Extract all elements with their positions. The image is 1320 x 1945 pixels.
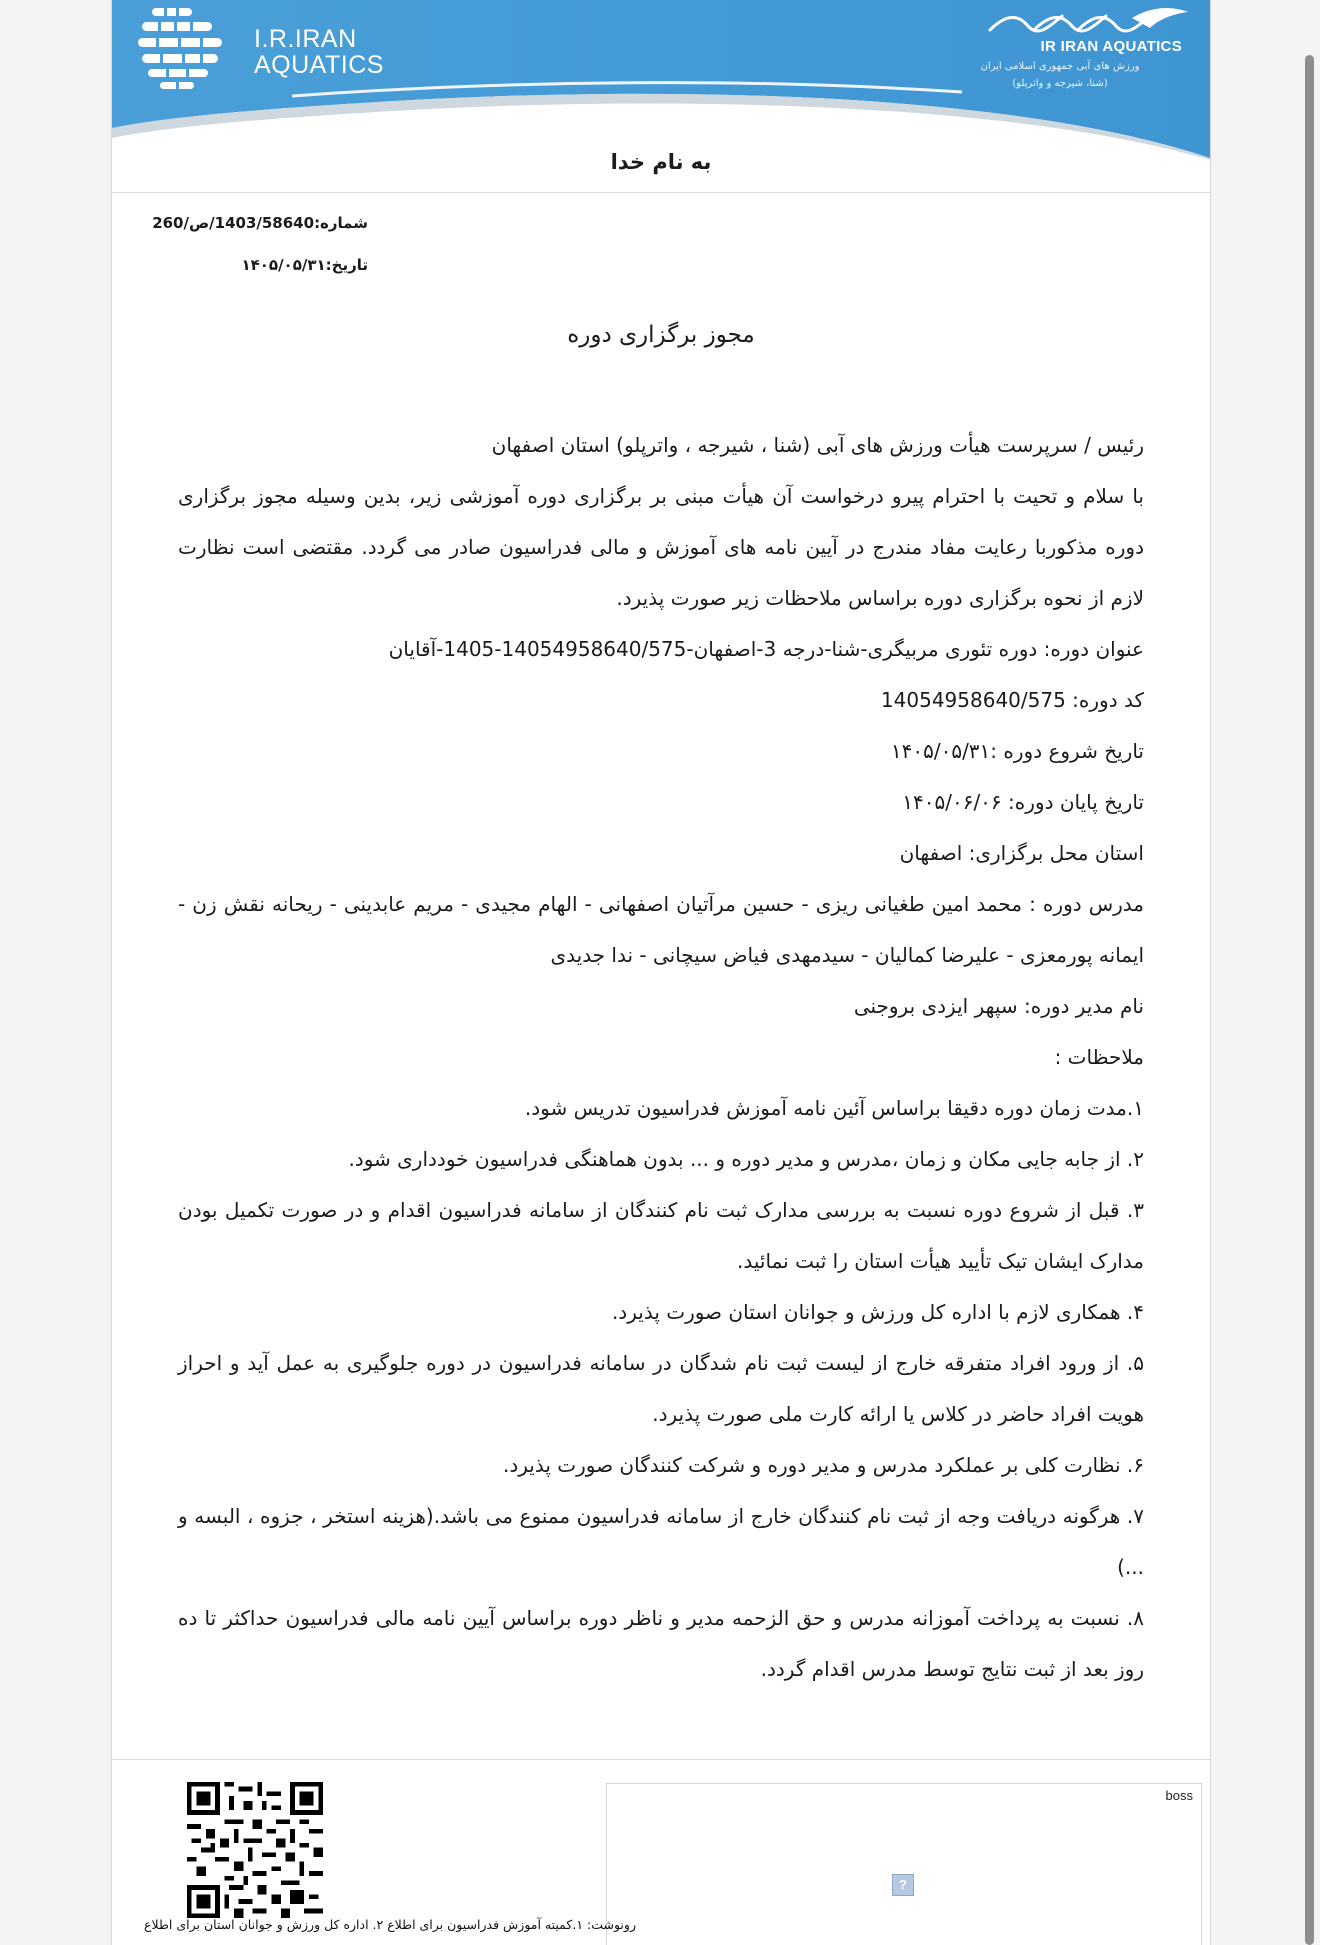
- wave-logo-icon: [982, 4, 1192, 40]
- letter-page: [111, 0, 1211, 1945]
- header-divider: [112, 192, 1210, 193]
- note-item: ۵. از ورود افراد متفرقه خارج از لیست ثبت نام شدگان در سامانه فدراسیون در دوره جلوگیری به عمل آید و احراز هویت افراد حاضر در کلاس یا ارائه کارت ملی صورت پذیرد.: [178, 1351, 1144, 1426]
- logo-right-sub2: (شنا، شیرجه و واترپلو): [1012, 78, 1108, 89]
- note-item: ۲. از جابه جایی مکان و زمان ،مدرس و مدیر دوره و ... بدون هماهنگی فدراسیون خودداری شود.: [348, 1147, 1144, 1171]
- logo-right-sub1: ورزش های آبی جمهوری اسلامی ایران: [980, 61, 1140, 72]
- letter-body: [178, 420, 1144, 1695]
- intro-paragraph: با سلام و تحیت با احترام پیرو درخواست آن هیأت مبنی بر برگزاری دوره آموزشی زیر، بدین وسیله مجوز برگزاری دوره مذکوربا رعایت مفاد مندرج در آیین نامه های آموزش و مالی فدراسیون صادر می گردد. مقتضی است نظارت لازم از نحوه برگزاری دوره براساس ملاحظات زیر صورت پذیرد.: [178, 484, 1144, 610]
- aquatics-logo-icon: [138, 6, 238, 90]
- letter-number: شماره:1403/58640/ص/260: [152, 214, 368, 232]
- scrollbar[interactable]: [1305, 55, 1314, 1945]
- start-date: تاریخ شروع دوره :۱۴۰۵/۰۵/۳۱: [890, 739, 1144, 763]
- note-item: ۴. همکاری لازم با اداره کل ورزش و جوانان استان صورت پذیرد.: [611, 1300, 1144, 1324]
- note-item: ۶. نظارت کلی بر عملکرد مدرس و مدیر دوره و شرکت کنندگان صورت پذیرد.: [502, 1453, 1144, 1477]
- note-item: ۳. قبل از شروع دوره نسبت به بررسی مدارک ثبت نام کنندگان از سامانه فدراسیون اقدام و در صورت تکمیل بودن مدارک ایشان تیک تأیید هیأت استان را ثبت نمائید.: [178, 1198, 1144, 1273]
- note-item: ۷. هرگونه دریافت وجه از ثبت نام کنندگان خارج از سامانه فدراسیون ممنوع می باشد.(هزینه استخر ، جزوه ، البسه و ...): [178, 1504, 1144, 1579]
- course-code: کد دوره: 14054958640/575: [880, 688, 1144, 712]
- broken-image-icon: ?: [892, 1874, 914, 1896]
- notes-heading: ملاحظات :: [1054, 1045, 1144, 1069]
- end-date: تاریخ پایان دوره: ۱۴۰۵/۰۶/۰۶: [902, 790, 1144, 814]
- signature-label: boss: [1165, 1788, 1193, 1803]
- page-title: مجوز برگزاری دوره: [567, 322, 755, 348]
- note-item: ۱.مدت زمان دوره دقیقا براساس آئین نامه آموزش فدراسیون تدریس شود.: [524, 1096, 1144, 1120]
- header-banner: [112, 0, 1210, 160]
- course-title: عنوان دوره: دوره تئوری مربیگری-شنا-درجه 3-اصفهان-14054958640/575-1405-آقایان: [388, 637, 1144, 661]
- logo-left-line2: AQUATICS: [254, 51, 384, 79]
- province: استان محل برگزاری: اصفهان: [899, 841, 1144, 865]
- logo-right-subtitle: [950, 58, 1170, 92]
- course-manager: نام مدیر دوره: سپهر ایزدی بروجنی: [853, 994, 1144, 1018]
- logo-right-title: IR IRAN AQUATICS: [1040, 38, 1182, 55]
- logo-left-text: [254, 26, 384, 78]
- letter-date: تاریخ:۱۴۰۵/۰۵/۳۱: [241, 256, 368, 274]
- cc-line: رونوشت: ۱.کمیته آموزش فدراسیون برای اطلاع ۲. اداره کل ورزش و جوانان استان برای اطلاع: [144, 1917, 636, 1932]
- addressee: رئیس / سرپرست هیأت ورزش های آبی (شنا ، شیرجه ، واترپلو) استان اصفهان: [491, 433, 1144, 457]
- note-item: ۸. نسبت به پرداخت آموزانه مدرس و حق الزحمه مدیر و ناظر دوره براساس آیین نامه مالی فدراسیون حداکثر تا ده روز بعد از ثبت نتایج توسط مدرس اقدام گردد.: [178, 1606, 1144, 1681]
- qr-code-icon: [187, 1782, 323, 1918]
- iran-aquatics-logo: [138, 6, 384, 90]
- basmala: به نام خدا: [610, 150, 712, 174]
- signature-box: [606, 1783, 1202, 1945]
- footer-divider: [112, 1759, 1210, 1760]
- logo-left-line1: I.R.IRAN: [254, 25, 357, 53]
- instructors: مدرس دوره : محمد امین طغیانی ریزی - حسین مرآتیان اصفهانی - الهام مجیدی - مریم عابدینی - ریحانه نقش زن - ایمانه پورمعزی - علیرضا کمالیان - سیدمهدی فیاض سیچانی - ندا جدیدی: [178, 892, 1144, 967]
